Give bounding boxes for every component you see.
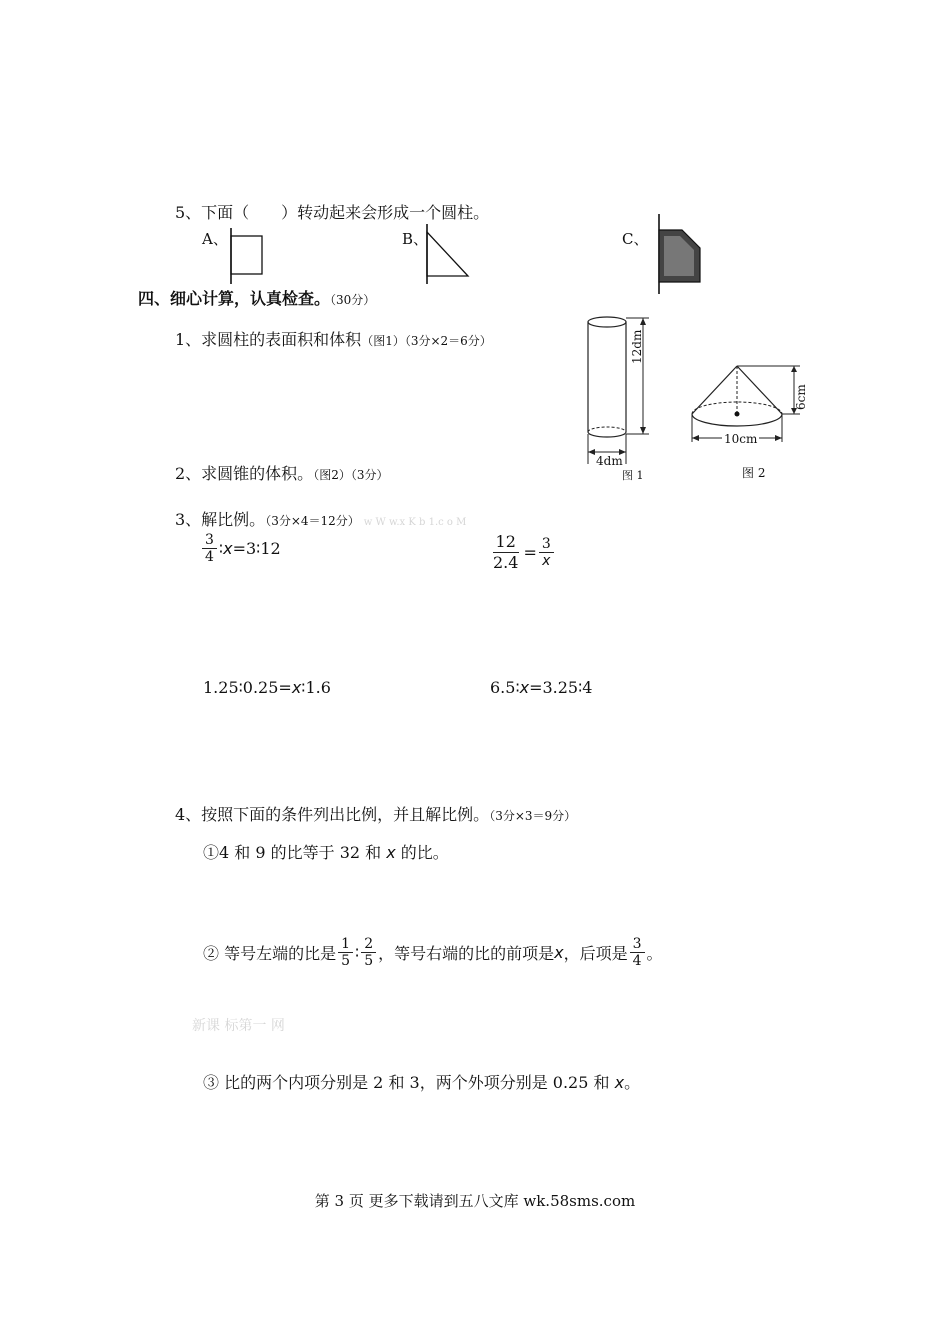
q4-line	[175, 802, 576, 825]
figure-1-height-label: 12dm	[630, 329, 644, 364]
q4-sub3-variable: x	[614, 1073, 625, 1092]
q4-sub2-mid: ，等号右端的比的前项是	[378, 944, 555, 963]
eq4-variable: x	[519, 678, 530, 697]
eq1-numerator: 3	[202, 532, 217, 549]
q4-sub3-suffix: 。	[624, 1073, 641, 1092]
eq3-right: ∶1.6	[301, 678, 331, 697]
q4-sub2-variable: x	[554, 943, 564, 962]
q5-option-c-label: C、	[622, 230, 649, 248]
watermark-text: 新课 标第一 网	[192, 1018, 285, 1034]
q3-score: （3分×4＝12分）	[265, 514, 360, 528]
eq4-left: 6.5∶	[490, 678, 520, 697]
q2-fig-ref: （图2）	[313, 468, 351, 482]
q4-sub2-fraction-1	[338, 936, 353, 969]
q4-sub2-f1-denominator: 5	[341, 953, 351, 969]
q5-shape-b-triangle	[424, 224, 474, 284]
q4-sub1-prefix: ①4 和 9 的比等于 32 和	[203, 843, 387, 862]
q5-shape-c-trapezoid	[656, 214, 706, 294]
equation-1	[200, 532, 281, 565]
eq2-denominator-left: 2.4	[493, 553, 519, 572]
q5-option-a-label: A、	[202, 230, 228, 248]
q3-watermark: w W w.x K b 1.c o M	[363, 517, 467, 528]
figure-2-caption: 图 2	[742, 466, 766, 480]
eq1-colon: ∶	[218, 539, 224, 558]
q4-text: 4、按照下面的条件列出比例，并且解比例。	[175, 805, 490, 824]
q4-sub2-f1-numerator: 1	[338, 936, 353, 953]
q5-text: 5、下面（ ）转动起来会形成一个圆柱。	[175, 203, 490, 222]
q4-sub2-f3-numerator: 3	[630, 936, 645, 953]
eq4-right: =3.25∶4	[529, 678, 593, 697]
eq2-numerator-left: 12	[493, 532, 519, 553]
eq1-fraction	[202, 532, 217, 565]
q1-line	[175, 327, 492, 350]
figure-1-diameter-label: 4dm	[596, 454, 623, 468]
q4-sub2-prefix: ② 等号左端的比是	[203, 944, 337, 963]
q3-text: 3、解比例。	[175, 510, 266, 529]
q4-sub2-f2-denominator: 5	[364, 953, 374, 969]
eq2-fraction-right	[539, 536, 554, 569]
eq1-right: =3∶12	[232, 539, 281, 558]
eq2-denominator-right: x	[542, 553, 551, 569]
section-title	[138, 286, 375, 309]
eq1-denominator: 4	[205, 549, 214, 565]
eq2-equals: =	[523, 543, 537, 562]
q2-score: （3分）	[350, 468, 389, 482]
q4-sub2-colon: ∶	[355, 943, 360, 962]
eq3-left: 1.25∶0.25=	[203, 678, 292, 697]
q4-sub2-mid2: ，后项是	[563, 944, 628, 963]
q4-sub2-end: 。	[646, 944, 663, 963]
page-footer: 第 3 页 更多下载请到五八文库 wk.58sms.com	[314, 1192, 636, 1210]
q4-sub1-suffix: 的比。	[395, 843, 449, 862]
eq2-numerator-right: 3	[539, 536, 554, 553]
figure-2-cone	[690, 362, 820, 462]
eq3-variable: x	[291, 678, 302, 697]
q4-sub2-fraction-2	[361, 936, 376, 969]
q1-fig-ref: （图1）	[361, 334, 405, 348]
equation-3	[203, 678, 331, 697]
q3-line	[175, 507, 466, 530]
q4-score: （3分×3＝9分）	[489, 809, 577, 823]
figure-2-diameter-label: 10cm	[724, 432, 758, 446]
section-score: （30分）	[330, 293, 376, 307]
q4-sub2-fraction-3	[630, 936, 645, 969]
q4-sub1	[203, 840, 449, 863]
equation-2	[488, 532, 556, 573]
section-title-text: 四、细心计算，认真检查。	[138, 289, 331, 308]
equation-4	[490, 678, 592, 697]
q4-sub2-f3-denominator: 4	[632, 953, 642, 969]
q2-text: 2、求圆锥的体积。	[175, 464, 314, 483]
q1-text: 1、求圆柱的表面积和体积	[175, 330, 362, 349]
figure-1-caption: 图 1	[622, 469, 644, 482]
q2-line	[175, 461, 388, 484]
q4-sub1-variable: x	[386, 843, 396, 862]
q4-sub2-f2-numerator: 2	[361, 936, 376, 953]
q5-shape-a-rectangle	[228, 228, 268, 284]
eq2-fraction-left	[490, 532, 521, 573]
q4-sub2	[203, 936, 663, 969]
figure-2-height-label: 6cm	[794, 384, 808, 410]
q5-option-b-label: B、	[402, 230, 429, 248]
q4-sub3-prefix: ③ 比的两个内项分别是 2 和 3，两个外项分别是 0.25 和	[203, 1073, 615, 1092]
q4-sub3	[203, 1070, 640, 1093]
eq1-variable: x	[223, 539, 233, 558]
q1-score: （3分×2＝6分）	[404, 334, 492, 348]
